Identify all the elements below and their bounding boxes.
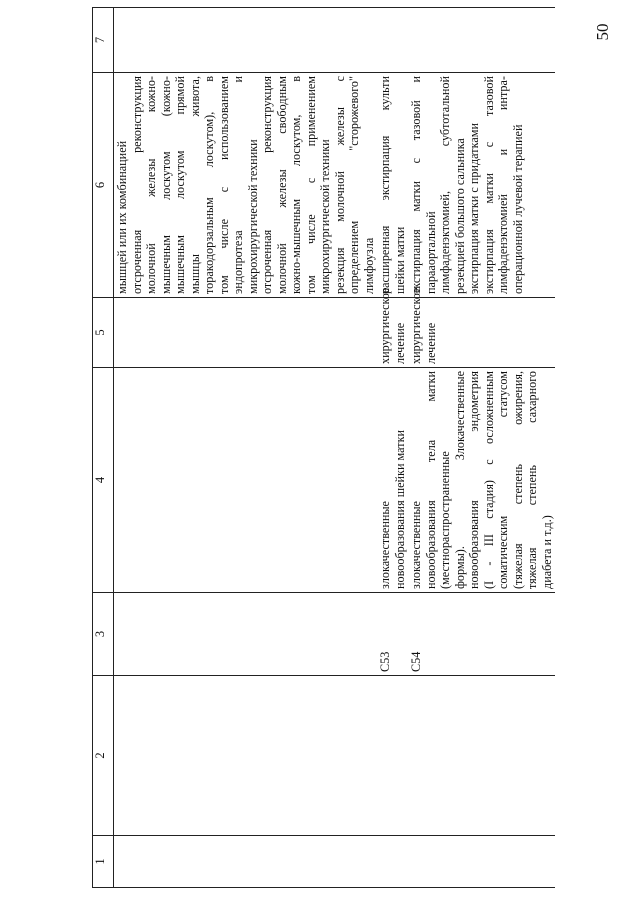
treatment-cell: мышцей или их комбинацией отсроченная реконструкция молочной железы кожно- мышечным лоскутом (кожно- мышечным лоскутом прямой мышцы живота, торакодорзальным лоскутом), в том числе с использованием эндопротеза и микрохирургической техники отсроченная реконструкция молочной железы свободным кожно-мышечным лоскутом, в том числе с применением микрохирургической техники резекция молочной железы с определением "сторожевого" лимфоузла [114,73,378,298]
code-cell: C53 [377,593,408,676]
table-row [114,8,378,888]
treatment-cell: экстирпация матки с тазовой и парааортальной лимфаденэктомией, субтотальной резекцией большого сальника экстирпация матки с придатками экстирпация матки с тазовой лимфаденэктомией и интра- операционной лучевой терапией [408,73,555,298]
col-number-3: 3 [93,593,114,676]
method-cell: хирургическое лечение [377,298,408,368]
table-row [377,8,408,888]
page-number: 50 [593,23,612,41]
rotated-table-wrapper [92,8,622,888]
diagnosis-cell: злокачественные новообразования шейки матки [377,368,408,593]
treatment-cell: расширенная экстирпация культи шейки матки [377,73,408,298]
col-number-7: 7 [93,8,114,73]
col-number-6: 6 [93,73,114,298]
column-number-row [93,8,114,888]
table-row [408,8,555,888]
code-cell: C54 [408,593,555,676]
col-number-2: 2 [93,676,114,836]
col-number-5: 5 [93,298,114,368]
treatment-table [92,7,555,888]
diagnosis-cell: злокачественные новообразования тела матки (местнораспространенные формы). Злокачественные новообразования эндометрия (I - III стадия) с осложненным соматическим статусом (тяжелая степень ожирения, тяжелая степень сахарного диабета и т.д.) [408,368,555,593]
col-number-4: 4 [93,368,114,593]
col-number-1: 1 [93,836,114,888]
method-cell: хирургическое лечение [408,298,555,368]
